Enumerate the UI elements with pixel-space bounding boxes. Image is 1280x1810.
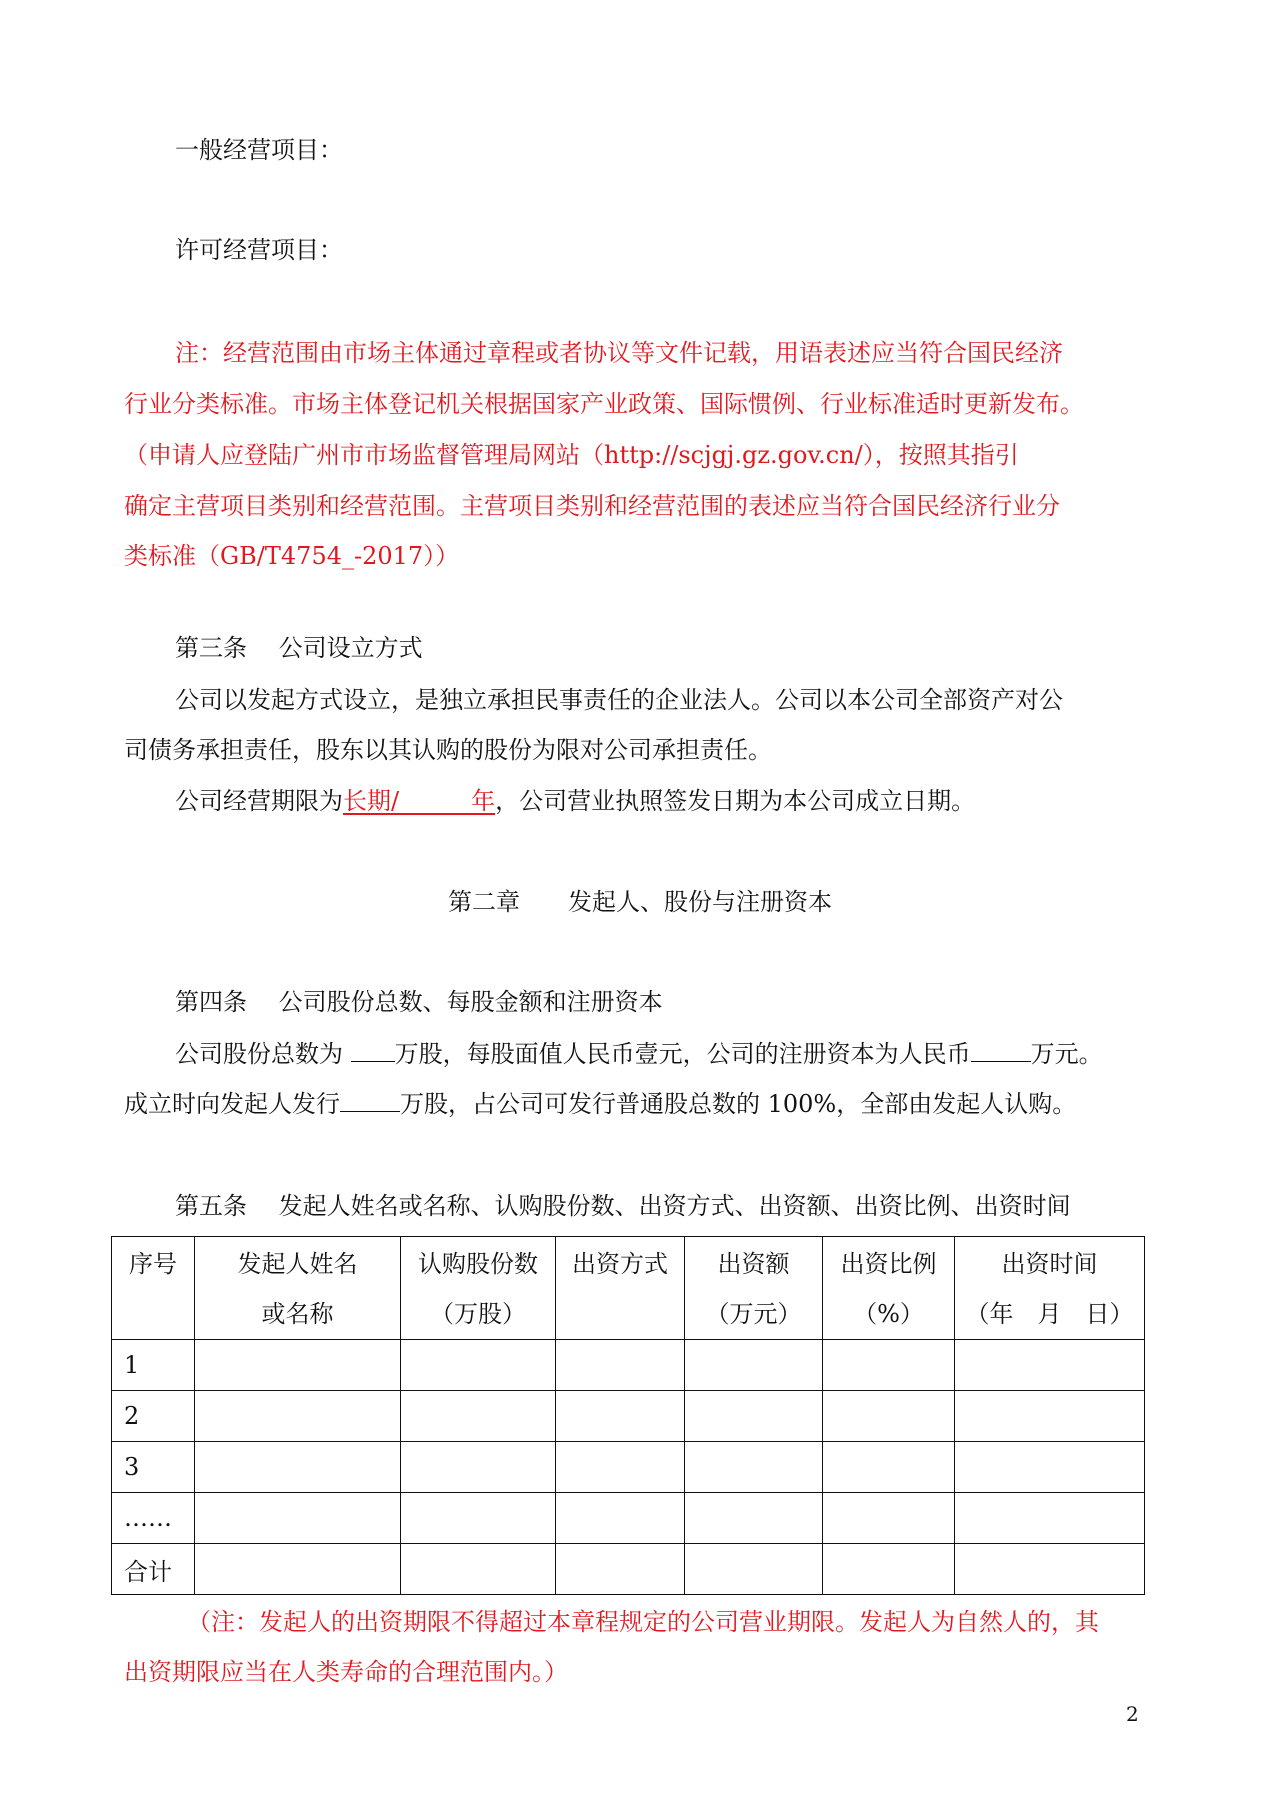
article-4-l1-b: 万股，每股面值人民币壹元，公司的注册资本为人民币 bbox=[394, 1040, 971, 1068]
chapter-2-title: 第二章 发起人、股份与注册资本 bbox=[448, 888, 832, 916]
table-cell[interactable] bbox=[195, 1442, 401, 1493]
article-4-l1-a: 公司股份总数为 bbox=[175, 1040, 351, 1068]
header-cell-method: 出资方式 bbox=[556, 1237, 685, 1340]
table-row bbox=[112, 1493, 1145, 1544]
table-cell[interactable] bbox=[685, 1493, 823, 1544]
table-cell[interactable] bbox=[401, 1544, 556, 1595]
page-number: 2 bbox=[1126, 1702, 1139, 1726]
article-4-line-2 bbox=[124, 1088, 1076, 1120]
article-4-l1-c: 万元。 bbox=[1030, 1040, 1103, 1068]
header-cell-name: 发起人姓名 或名称 bbox=[195, 1237, 401, 1340]
row-label-total: 合计 bbox=[112, 1544, 195, 1595]
note-line-1: 注：经营范围由市场主体通过章程或者协议等文件记载，用语表述应当符合国民经济 bbox=[175, 339, 1063, 367]
table-cell[interactable] bbox=[401, 1493, 556, 1544]
table-cell[interactable] bbox=[195, 1340, 401, 1391]
article-3-line-1: 公司以发起方式设立，是独立承担民事责任的企业法人。公司以本公司全部资产对公 bbox=[175, 686, 1063, 714]
table-cell[interactable] bbox=[556, 1442, 685, 1493]
table-cell[interactable] bbox=[823, 1493, 955, 1544]
footnote-line-2: 出资期限应当在人类寿命的合理范围内。） bbox=[124, 1658, 568, 1686]
article-4-line-1 bbox=[175, 1038, 1103, 1070]
operating-term-value: 长期/ 年 bbox=[343, 787, 496, 815]
general-items-label: 一般经营项目： bbox=[175, 136, 343, 164]
table-cell[interactable] bbox=[823, 1340, 955, 1391]
article-4-title: 第四条 公司股份总数、每股金额和注册资本 bbox=[175, 988, 663, 1016]
table-cell[interactable] bbox=[823, 1544, 955, 1595]
article-3-line-2: 司债务承担责任，股东以其认购的股份为限对公司承担责任。 bbox=[124, 736, 772, 764]
header-cell-date: 出资时间 （年 月 日） bbox=[955, 1237, 1145, 1340]
note-line-4: 确定主营项目类别和经营范围。主营项目类别和经营范围的表述应当符合国民经济行业分 bbox=[124, 492, 1060, 520]
issued-shares-blank bbox=[340, 1089, 400, 1112]
footnote-line-1: （注：发起人的出资期限不得超过本章程规定的公司营业期限。发起人为自然人的，其 bbox=[187, 1608, 1099, 1636]
article-3-title: 第三条 公司设立方式 bbox=[175, 634, 423, 662]
table-cell[interactable] bbox=[401, 1391, 556, 1442]
operating-term bbox=[175, 785, 975, 817]
header-cell-amount: 出资额 （万元） bbox=[685, 1237, 823, 1340]
row-label: …… bbox=[112, 1493, 195, 1544]
licensed-items-label: 许可经营项目： bbox=[175, 236, 343, 264]
header-cell-ratio: 出资比例 （%） bbox=[823, 1237, 955, 1340]
note-line-2: 行业分类标准。市场主体登记机关根据国家产业政策、国际惯例、行业标准适时更新发布。 bbox=[124, 390, 1084, 418]
table-cell[interactable] bbox=[195, 1493, 401, 1544]
table-header-row bbox=[112, 1237, 1145, 1340]
promoter-table bbox=[111, 1236, 1145, 1595]
table-cell[interactable] bbox=[823, 1391, 955, 1442]
table-cell[interactable] bbox=[955, 1442, 1145, 1493]
article-4-l2-a: 成立时向发起人发行 bbox=[124, 1090, 340, 1118]
table-cell[interactable] bbox=[556, 1544, 685, 1595]
table-total-row bbox=[112, 1544, 1145, 1595]
table-cell[interactable] bbox=[955, 1340, 1145, 1391]
table-cell[interactable] bbox=[955, 1391, 1145, 1442]
operating-term-suffix: ，公司营业执照签发日期为本公司成立日期。 bbox=[495, 787, 976, 815]
table-cell[interactable] bbox=[556, 1493, 685, 1544]
table-cell[interactable] bbox=[556, 1340, 685, 1391]
row-label: 2 bbox=[112, 1391, 195, 1442]
article-4-l2-b: 万股，占公司可发行普通股总数的 100%，全部由发起人认购。 bbox=[400, 1090, 1077, 1118]
operating-term-prefix: 公司经营期限为 bbox=[175, 787, 343, 815]
table-cell[interactable] bbox=[955, 1493, 1145, 1544]
table-cell[interactable] bbox=[955, 1544, 1145, 1595]
table-cell[interactable] bbox=[556, 1391, 685, 1442]
row-label: 3 bbox=[112, 1442, 195, 1493]
table-row bbox=[112, 1442, 1145, 1493]
note-line-3: （申请人应登陆广州市市场监督管理局网站（http://scjgj.gz.gov.cn/），按照其指引 bbox=[124, 441, 1019, 469]
table-cell[interactable] bbox=[195, 1391, 401, 1442]
table-cell[interactable] bbox=[685, 1391, 823, 1442]
table-cell[interactable] bbox=[685, 1442, 823, 1493]
table-cell[interactable] bbox=[685, 1544, 823, 1595]
table-row bbox=[112, 1391, 1145, 1442]
header-cell-index: 序号 bbox=[112, 1237, 195, 1340]
table-cell[interactable] bbox=[823, 1442, 955, 1493]
table-cell[interactable] bbox=[685, 1340, 823, 1391]
registered-capital-blank bbox=[971, 1039, 1031, 1062]
share-total-blank bbox=[351, 1039, 395, 1062]
table-cell[interactable] bbox=[195, 1544, 401, 1595]
article-5-title: 第五条 发起人姓名或名称、认购股份数、出资方式、出资额、出资比例、出资时间 bbox=[175, 1192, 1071, 1220]
row-label: 1 bbox=[112, 1340, 195, 1391]
note-line-5: 类标准（GB/T4754_-2017）） bbox=[124, 542, 460, 570]
table-row bbox=[112, 1340, 1145, 1391]
table-cell[interactable] bbox=[401, 1442, 556, 1493]
header-cell-shares: 认购股份数 （万股） bbox=[401, 1237, 556, 1340]
table-cell[interactable] bbox=[401, 1340, 556, 1391]
